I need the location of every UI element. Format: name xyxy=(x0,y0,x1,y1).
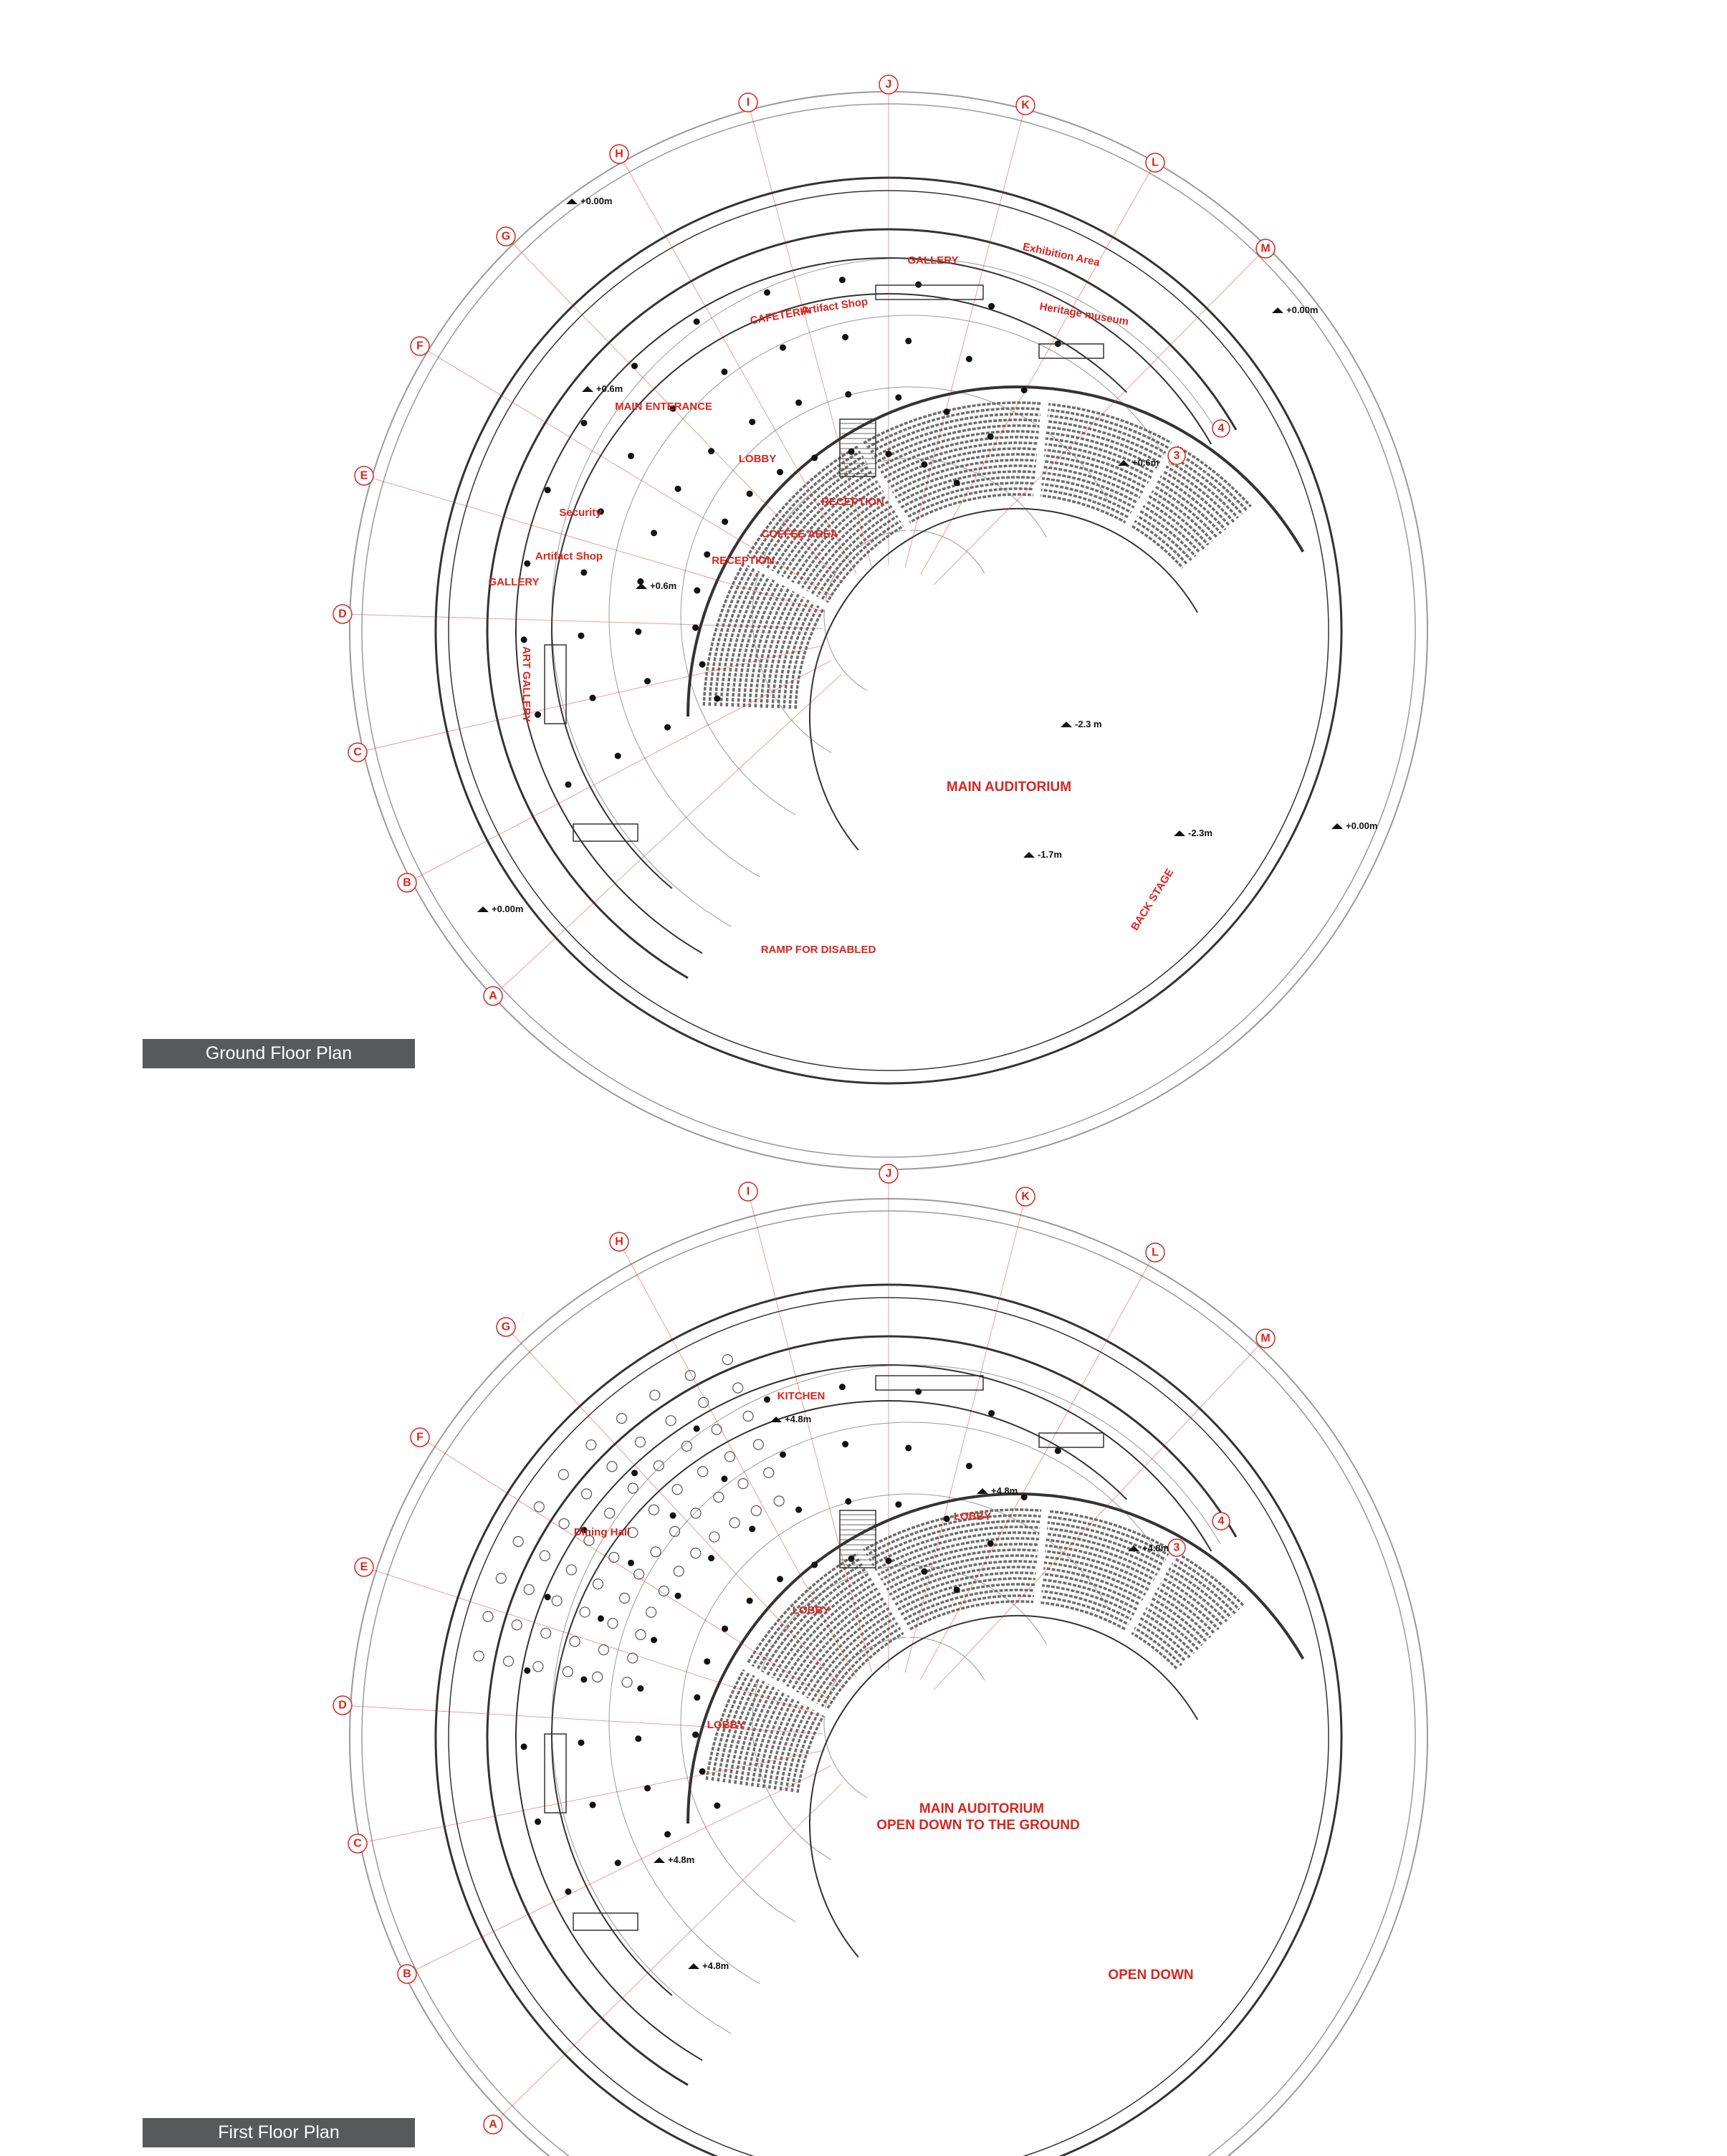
dining-table xyxy=(650,1390,660,1400)
level-label: +0.6m xyxy=(1132,457,1159,468)
level-marker-icon xyxy=(1174,830,1185,836)
structural-column xyxy=(699,661,706,668)
restroom-block xyxy=(573,824,638,841)
level-label: +4.8m xyxy=(991,1485,1018,1496)
room-label-kitchen: KITCHEN xyxy=(777,1390,826,1402)
structural-column xyxy=(795,400,802,406)
structural-column xyxy=(644,678,651,684)
structural-column xyxy=(944,1515,950,1522)
structural-column xyxy=(580,420,587,426)
grid-label-B: B xyxy=(403,1968,411,1980)
dining-table xyxy=(496,1573,506,1584)
dining-table xyxy=(540,1551,550,1561)
grid-label-C: C xyxy=(353,746,362,759)
grid-label-D: D xyxy=(338,1699,347,1712)
grid-label-F: F xyxy=(416,340,424,353)
first-floor-plan-label: First Floor Plan xyxy=(143,2118,415,2147)
structural-column xyxy=(885,451,891,457)
dining-table xyxy=(722,1355,732,1365)
structural-column xyxy=(1021,387,1028,393)
dining-table xyxy=(563,1667,573,1677)
room-label-gallery-left: GALLERY xyxy=(488,576,540,588)
grid-line-E xyxy=(364,1567,826,1717)
level-label: -1.7m xyxy=(1038,849,1062,860)
grid-number-3: 3 xyxy=(1173,1541,1180,1554)
structural-column xyxy=(637,578,644,585)
structural-column xyxy=(747,1598,753,1604)
structural-column xyxy=(895,394,901,401)
structural-column xyxy=(565,1889,571,1895)
dining-table xyxy=(725,1452,735,1462)
structural-column xyxy=(921,461,927,468)
seating-aisle xyxy=(1036,1503,1046,1609)
level-label: +0.6m xyxy=(596,383,623,394)
structural-column xyxy=(580,1676,587,1682)
grid-number-4: 4 xyxy=(1217,422,1225,435)
room-label-auditorium: MAIN AUDITORIUM xyxy=(919,1801,1045,1816)
structural-column xyxy=(692,625,699,631)
structural-column xyxy=(1021,1494,1028,1500)
seating-row xyxy=(786,1590,1185,1791)
structural-column xyxy=(747,491,753,497)
grid-label-D: D xyxy=(338,608,347,621)
structural-column xyxy=(635,628,641,635)
grid-number-4: 4 xyxy=(1217,1515,1225,1528)
level-marker-icon xyxy=(1061,722,1072,727)
level-marker-icon xyxy=(1272,307,1283,313)
dining-table xyxy=(764,1467,774,1477)
dining-table xyxy=(709,1532,719,1542)
structural-column xyxy=(764,1396,770,1403)
dining-table xyxy=(474,1651,484,1661)
dining-table xyxy=(649,1505,659,1515)
grid-label-J: J xyxy=(885,1167,892,1180)
level-marker-icon xyxy=(1331,823,1343,829)
structural-column xyxy=(578,1740,584,1746)
dining-table xyxy=(666,1416,676,1426)
dining-table xyxy=(628,1483,638,1493)
grid-label-I: I xyxy=(746,1185,750,1198)
structural-column xyxy=(839,277,846,283)
level-label: +4.8m xyxy=(702,1960,729,1971)
seating-row xyxy=(798,1601,1177,1793)
structural-column xyxy=(845,1498,851,1505)
dining-table xyxy=(559,1519,569,1529)
corridor-inner-wall xyxy=(516,1365,1211,2060)
grid-label-E: E xyxy=(360,1561,368,1573)
structural-column xyxy=(905,1444,912,1451)
room-label-lobby-3: LOBBY xyxy=(707,1719,745,1731)
grid-label-C: C xyxy=(353,1837,362,1850)
dining-table xyxy=(646,1607,656,1617)
structural-column xyxy=(777,1576,783,1582)
dining-table xyxy=(605,1508,615,1518)
structural-column xyxy=(987,433,994,440)
dining-table xyxy=(691,1548,701,1558)
dining-table xyxy=(541,1628,551,1638)
dining-table xyxy=(608,1619,618,1629)
dining-table xyxy=(593,1672,603,1682)
seating-aisle xyxy=(1036,396,1046,502)
structural-column xyxy=(944,408,950,415)
structural-column xyxy=(780,1452,786,1458)
structural-column xyxy=(721,368,727,375)
structural-column xyxy=(545,487,551,493)
structural-column xyxy=(842,334,848,340)
dining-table xyxy=(586,1440,596,1450)
room-label-lobby: LOBBY xyxy=(738,453,777,465)
grid-arc xyxy=(609,315,1171,877)
structural-column xyxy=(915,282,922,288)
structural-column xyxy=(694,318,700,325)
dining-table xyxy=(504,1657,514,1667)
grid-label-B: B xyxy=(403,876,411,889)
structural-column xyxy=(628,453,634,459)
structural-column xyxy=(535,712,541,718)
dining-table xyxy=(598,1644,608,1654)
level-label: +4.8m xyxy=(1142,1543,1169,1553)
room-label-dining: Dining Hall xyxy=(573,1526,631,1538)
room-label-art-gallery: ART GALLERY xyxy=(520,646,532,723)
structural-column xyxy=(811,454,818,461)
dining-table xyxy=(580,1607,590,1617)
structural-column xyxy=(545,1594,551,1600)
room-label-open-down-ground: OPEN DOWN TO THE GROUND xyxy=(876,1818,1080,1833)
dining-table xyxy=(738,1479,748,1489)
grid-line-G xyxy=(506,1327,843,1688)
grid-label-A: A xyxy=(489,990,497,1002)
structural-column xyxy=(694,1695,700,1701)
structural-column xyxy=(839,1384,846,1390)
structural-column xyxy=(1055,1447,1061,1454)
stage-edge xyxy=(810,1616,1197,1957)
grid-label-G: G xyxy=(501,1321,511,1333)
grid-label-A: A xyxy=(489,2118,497,2131)
structural-column xyxy=(777,469,783,475)
grid-label-K: K xyxy=(1021,1190,1030,1203)
seating-row xyxy=(747,1550,1215,1786)
grid-label-L: L xyxy=(1152,1246,1159,1259)
level-marker-icon xyxy=(582,386,593,392)
dining-table xyxy=(620,1593,630,1603)
structural-column xyxy=(764,289,770,296)
grid-label-H: H xyxy=(615,1235,623,1248)
level-marker-icon xyxy=(566,198,578,204)
dining-table xyxy=(743,1412,753,1422)
dining-table xyxy=(636,1629,646,1639)
grid-arc xyxy=(824,530,985,691)
dining-table xyxy=(714,1493,724,1503)
room-label-open-down: OPEN DOWN xyxy=(1108,1968,1194,1983)
dining-table xyxy=(753,1439,763,1450)
structural-column xyxy=(987,1541,994,1547)
restroom-block xyxy=(573,1913,638,1930)
structural-column xyxy=(694,588,700,594)
room-label-cafeteria: CAFETERIA xyxy=(749,304,812,327)
auditorium-wall xyxy=(688,387,1303,717)
structural-column xyxy=(905,337,912,344)
structural-column xyxy=(580,569,587,575)
structural-column xyxy=(521,636,527,643)
ground-floor-plan xyxy=(333,75,1427,1169)
structural-column xyxy=(521,1743,527,1750)
room-label-security: Security xyxy=(559,507,602,519)
restroom-block xyxy=(1039,344,1104,358)
grid-label-E: E xyxy=(360,469,368,482)
dining-table xyxy=(513,1536,523,1546)
corridor-inner-wall xyxy=(516,258,1211,953)
dining-table xyxy=(607,1462,617,1472)
structural-column xyxy=(848,449,854,455)
dining-table xyxy=(570,1637,580,1647)
seating-row xyxy=(724,1527,1231,1782)
dining-table xyxy=(512,1620,522,1630)
dining-table xyxy=(691,1508,701,1518)
dining-table xyxy=(524,1584,534,1594)
grid-label-G: G xyxy=(501,230,511,243)
dining-table xyxy=(534,1502,544,1512)
dining-table xyxy=(654,1461,664,1471)
level-marker-icon xyxy=(977,1488,988,1494)
structural-column xyxy=(692,1732,699,1738)
structural-column xyxy=(954,479,960,486)
grid-arc xyxy=(552,1365,1220,2033)
structural-column xyxy=(590,1802,596,1808)
seating-row xyxy=(752,1556,1210,1786)
dining-table xyxy=(582,1489,592,1499)
structural-column xyxy=(535,1819,541,1825)
dining-table xyxy=(751,1505,761,1515)
first-floor-plan xyxy=(333,1164,1427,2156)
restroom-block xyxy=(1039,1433,1104,1447)
level-label: +0.00m xyxy=(580,196,613,206)
dining-table xyxy=(698,1467,708,1477)
structural-column xyxy=(524,1667,530,1674)
grid-number-3: 3 xyxy=(1173,449,1180,462)
structural-column xyxy=(615,753,621,760)
grid-label-M: M xyxy=(1260,242,1271,255)
structural-column xyxy=(565,782,571,788)
ground-floor-plan-label: Ground Floor Plan xyxy=(143,1039,415,1068)
structural-column xyxy=(795,1507,802,1513)
structural-column xyxy=(704,1658,710,1664)
grid-label-L: L xyxy=(1152,156,1159,169)
dining-table xyxy=(712,1424,722,1434)
structural-column xyxy=(885,1558,891,1564)
structural-column xyxy=(749,1525,755,1532)
dining-table xyxy=(774,1496,784,1506)
room-label-gallery-top: GALLERY xyxy=(907,254,959,267)
structural-column xyxy=(651,530,657,536)
structural-column xyxy=(966,1463,972,1470)
room-label-artifact-shop-top: Artifact Shop xyxy=(800,295,869,317)
room-label-lobby-2: LOBBY xyxy=(792,1604,831,1616)
structural-column xyxy=(988,1410,995,1417)
level-marker-icon xyxy=(688,1963,699,1969)
structural-column xyxy=(708,448,714,454)
dining-table xyxy=(672,1485,682,1495)
structural-column xyxy=(699,1768,706,1775)
dining-table xyxy=(617,1413,627,1423)
grid-arc xyxy=(609,1422,1171,1984)
stage-edge xyxy=(810,509,1197,850)
dining-table xyxy=(699,1397,709,1407)
level-marker-icon xyxy=(477,906,489,912)
grid-label-I: I xyxy=(746,96,750,109)
structural-column xyxy=(848,1556,854,1562)
level-label: -2.3 m xyxy=(1075,719,1102,729)
room-label-exhibition: Exhibition Area xyxy=(1021,240,1101,269)
grid-line-K xyxy=(905,105,1025,567)
grid-label-H: H xyxy=(615,148,623,160)
level-label: +0.00m xyxy=(1346,820,1378,831)
structural-column xyxy=(644,1785,651,1791)
structural-column xyxy=(954,1586,960,1593)
dining-table xyxy=(651,1547,661,1557)
level-label: +0.6m xyxy=(650,580,677,591)
grid-line-B xyxy=(407,1766,831,1974)
dining-table xyxy=(533,1662,543,1672)
grid-label-M: M xyxy=(1260,1332,1271,1345)
structural-column xyxy=(714,1803,720,1809)
level-label: +0.00m xyxy=(492,904,524,914)
dining-table xyxy=(635,1437,645,1447)
room-label-reception-2: RECEPTION xyxy=(712,555,775,567)
structural-column xyxy=(921,1568,927,1575)
structural-column xyxy=(721,1475,727,1482)
structural-column xyxy=(704,551,710,557)
structural-column xyxy=(578,633,584,639)
structural-column xyxy=(635,1735,641,1742)
grid-line-L xyxy=(921,163,1155,575)
level-label: +4.8m xyxy=(668,1854,695,1865)
dining-table xyxy=(566,1565,576,1575)
level-label: +4.8m xyxy=(785,1414,812,1424)
grid-line-I xyxy=(748,1192,871,1672)
seating-row xyxy=(758,1561,1207,1787)
dining-table xyxy=(609,1552,619,1562)
dining-table xyxy=(674,1566,684,1576)
structural-column xyxy=(631,363,638,369)
dining-table xyxy=(552,1596,562,1606)
grid-label-J: J xyxy=(885,78,892,91)
structural-column xyxy=(598,1615,604,1621)
level-label: +0.00m xyxy=(1286,305,1319,315)
structural-column xyxy=(670,1513,676,1519)
dining-table xyxy=(558,1470,568,1480)
structural-column xyxy=(628,1560,634,1566)
structural-column xyxy=(524,560,530,567)
room-label-artifact-shop-left: Artifact Shop xyxy=(535,550,603,562)
structural-column xyxy=(590,695,596,701)
room-label-main-entrance: MAIN ENTERANCE xyxy=(615,401,712,413)
structural-column xyxy=(664,1831,671,1838)
structural-column xyxy=(988,303,995,310)
dining-table xyxy=(733,1383,743,1393)
room-label-back-stage: BACK STAGE xyxy=(1128,866,1177,933)
structural-column xyxy=(842,1441,848,1447)
seating-row xyxy=(792,1596,1182,1792)
structural-column xyxy=(811,1561,818,1568)
structural-column xyxy=(651,1637,657,1643)
structural-column xyxy=(966,356,972,363)
structural-column xyxy=(664,724,671,731)
room-label-coffee: COFFEE AREA xyxy=(761,528,838,540)
room-label-lobby-1: LOBBY xyxy=(953,1510,992,1523)
structural-column xyxy=(675,486,681,492)
structural-column xyxy=(845,391,851,398)
dining-table xyxy=(483,1611,493,1621)
grid-line-L xyxy=(921,1252,1155,1680)
grid-arc xyxy=(552,258,1220,926)
dining-table xyxy=(622,1677,632,1687)
dining-table xyxy=(729,1518,740,1528)
level-marker-icon xyxy=(654,1857,665,1863)
structural-column xyxy=(675,1593,681,1599)
structural-column xyxy=(915,1389,922,1395)
grid-line-C xyxy=(358,1750,825,1844)
level-label: -2.3m xyxy=(1188,828,1212,838)
grid-label-K: K xyxy=(1021,99,1030,112)
structural-column xyxy=(895,1501,901,1508)
grid-label-F: F xyxy=(416,1431,424,1444)
room-label-main-auditorium: MAIN AUDITORIUM xyxy=(946,780,1072,795)
structural-column xyxy=(615,1860,621,1867)
level-marker-icon xyxy=(1023,852,1035,858)
structural-column xyxy=(631,1470,638,1476)
room-label-heritage: Heritage museum xyxy=(1038,300,1130,328)
room-label-ramp: RAMP FOR DISABLED xyxy=(760,944,876,956)
structural-column xyxy=(722,519,728,525)
structural-column xyxy=(722,1626,728,1632)
structural-column xyxy=(749,418,755,425)
room-label-reception-1: RECEPTION xyxy=(821,496,884,508)
dining-table xyxy=(593,1579,603,1589)
structural-column xyxy=(780,345,786,351)
structural-column xyxy=(637,1685,644,1692)
structural-column xyxy=(694,1425,700,1432)
restroom-block xyxy=(876,1376,983,1390)
level-marker-icon xyxy=(636,583,647,589)
structural-column xyxy=(708,1555,714,1561)
structural-column xyxy=(714,696,720,702)
restroom-block xyxy=(876,285,983,300)
